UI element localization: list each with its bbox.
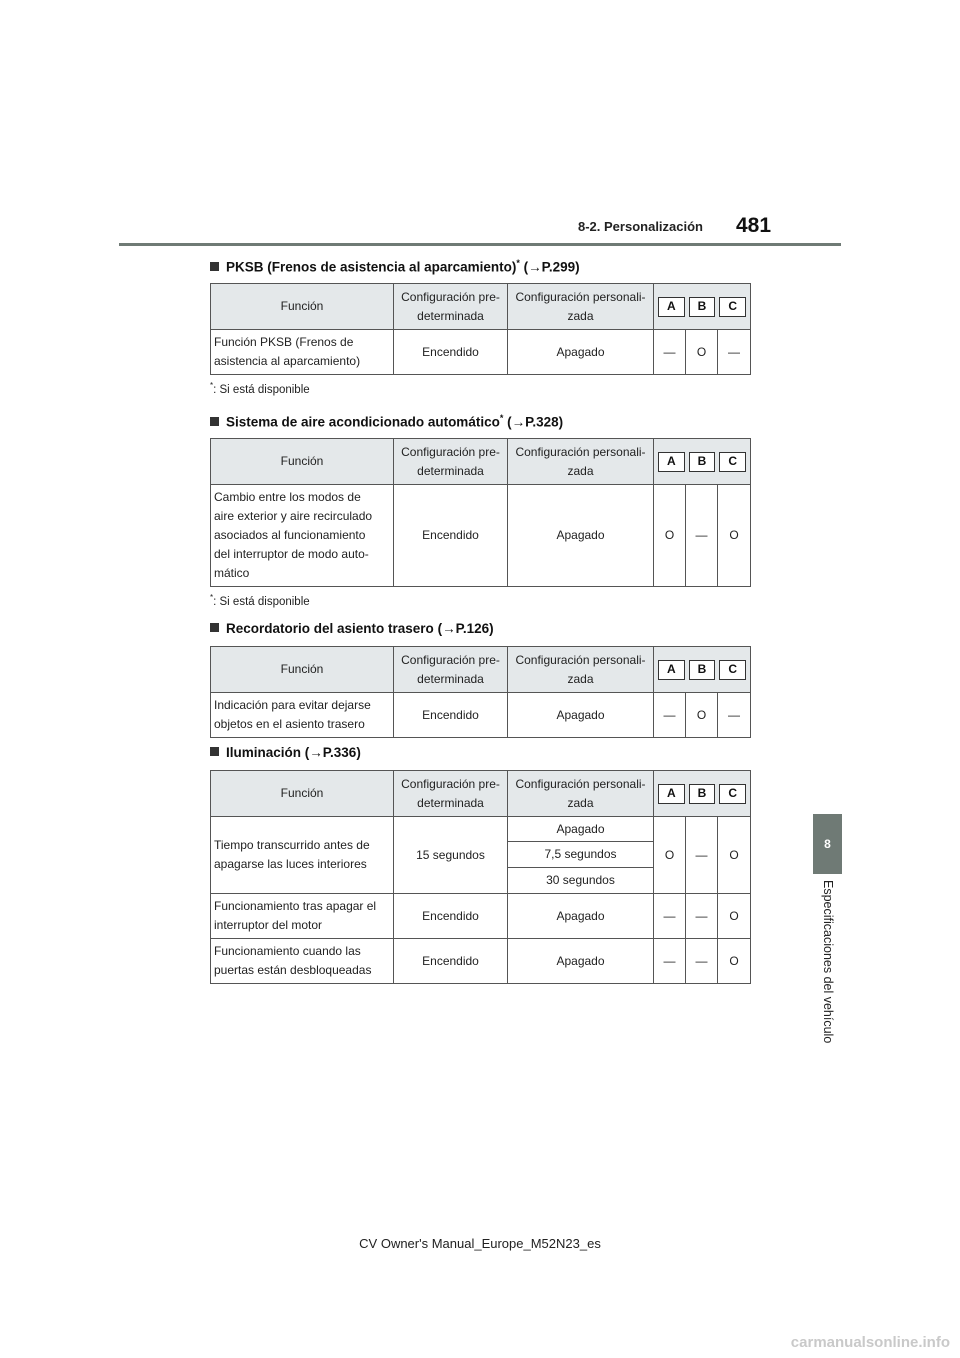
box-c: C [719,297,746,317]
cell-c: O [718,485,751,587]
box-a: A [658,297,685,317]
chapter-tab: 8 [813,814,842,874]
col-personalizada: Configuración personali- zada [508,284,654,330]
arrow-right-icon: → [309,745,323,760]
cell-a: — [654,894,686,939]
page-reference[interactable]: P.126 [455,621,490,636]
col-funcion: Función [211,647,394,693]
table-row [211,485,751,587]
cell-b: — [686,485,718,587]
cell-a: — [654,693,686,738]
cell-pre: Encendido [394,939,508,984]
col-abc [654,284,751,330]
cell-funcion: Funcionamiento cuando las puertas están desbloqueadas [211,939,394,984]
footnote-marker: * [499,413,504,423]
header-rule [119,243,841,246]
arrow-right-icon: → [511,414,526,430]
cell-pers: Apagado [508,485,654,587]
col-predeterminada: Configuración pre- determinada [394,771,508,817]
cell-b: — [686,939,718,984]
col-personalizada: Configuración personali- zada [508,439,654,485]
box-c: C [719,452,746,472]
col-predeterminada: Configuración pre- determinada [394,284,508,330]
cell-pers-option: 30 segundos [508,868,654,894]
table-row [211,330,751,375]
cell-pre: Encendido [394,485,508,587]
cell-pers: Apagado [508,894,654,939]
table-header-row [211,439,751,485]
arrow-right-icon: → [442,621,456,636]
square-bullet-icon [210,417,219,426]
cell-c: O [718,939,751,984]
cell-b: O [686,330,718,375]
cell-a: O [654,485,686,587]
table-header-row [211,647,751,693]
section-heading-rear-seat-reminder: Recordatorio del asiento trasero (→P.126) [210,621,494,636]
cell-c: O [718,817,751,894]
col-personalizada: Configuración personali- zada [508,771,654,817]
table-row [211,894,751,939]
document-footer: CV Owner's Manual_Europe_M52N23_es [359,1236,601,1251]
cell-pre: Encendido [394,330,508,375]
table-rear-seat-reminder [210,646,751,738]
table-row [211,939,751,984]
cell-pre: Encendido [394,894,508,939]
cell-pers: Apagado [508,693,654,738]
footnote-marker: * [516,258,520,268]
col-funcion: Función [211,439,394,485]
chapter-label: Especificaciones del vehículo [821,880,835,1044]
square-bullet-icon [210,747,219,756]
square-bullet-icon [210,623,219,632]
footnote: *: Si está disponible [210,593,310,608]
box-b: B [689,452,716,472]
page-reference[interactable]: P.336 [322,745,357,760]
cell-b: — [686,817,718,894]
box-a: A [658,660,685,680]
col-predeterminada: Configuración pre- determinada [394,439,508,485]
cell-funcion: Indicación para evitar dejarse objetos en el asiento trasero [211,693,394,738]
table-lighting [210,770,751,984]
cell-c: O [718,894,751,939]
col-funcion: Función [211,771,394,817]
page-reference[interactable]: P.299 [541,259,576,275]
watermark: carmanualsonline.info [790,1334,950,1351]
table-header-row [211,284,751,330]
cell-a: — [654,330,686,375]
section-title: 8-2. Personalización [578,219,703,234]
box-c: C [719,784,746,804]
cell-funcion: Funcionamiento tras apagar el interruptor del motor [211,894,394,939]
section-heading-pksb: PKSB (Frenos de asistencia al aparcamiento)* (→P.299) [210,258,580,275]
heading-text: Sistema de aire acondicionado automático [226,414,500,430]
col-abc [654,647,751,693]
cell-pers: Apagado [508,330,654,375]
cell-funcion: Función PKSB (Frenos de asistencia al aparcamiento) [211,330,394,375]
page-reference[interactable]: P.328 [525,414,559,430]
heading-text: Recordatorio del asiento trasero [226,621,434,636]
box-a: A [658,452,685,472]
col-abc [654,439,751,485]
box-b: B [689,784,716,804]
box-a: A [658,784,685,804]
cell-b: — [686,894,718,939]
box-b: B [689,297,716,317]
table-air-conditioning [210,438,751,587]
cell-c: — [718,693,751,738]
box-b: B [689,660,716,680]
heading-text: PKSB (Frenos de asistencia al aparcamiento) [226,259,517,275]
section-heading-lighting: Iluminación (→P.336) [210,745,361,760]
table-row [211,693,751,738]
cell-funcion: Cambio entre los modos de aire exterior y aire recirculado asociados al funcionamiento del interruptor de modo auto- mático [211,485,394,587]
col-predeterminada: Configuración pre- determinada [394,647,508,693]
square-bullet-icon [210,262,219,271]
arrow-right-icon: → [528,259,542,275]
cell-pers-option: 7,5 segundos [508,842,654,868]
col-funcion: Función [211,284,394,330]
footnote: *: Si está disponible [210,381,310,396]
page-number: 481 [736,214,772,237]
table-row [211,817,751,842]
col-abc [654,771,751,817]
cell-b: O [686,693,718,738]
cell-pre: 15 segundos [394,817,508,894]
cell-pre: Encendido [394,693,508,738]
cell-pers-option: Apagado [508,817,654,842]
cell-pers: Apagado [508,939,654,984]
table-header-row [211,771,751,817]
cell-a: — [654,939,686,984]
section-heading-air-conditioning: Sistema de aire acondicionado automático* (→P.328) [210,413,563,430]
heading-text: Iluminación [226,745,302,760]
cell-a: O [654,817,686,894]
cell-funcion: Tiempo transcurrido antes de apagarse las luces interiores [211,817,394,894]
cell-c: — [718,330,751,375]
col-personalizada: Configuración personali- zada [508,647,654,693]
box-c: C [719,660,746,680]
table-pksb [210,283,751,375]
